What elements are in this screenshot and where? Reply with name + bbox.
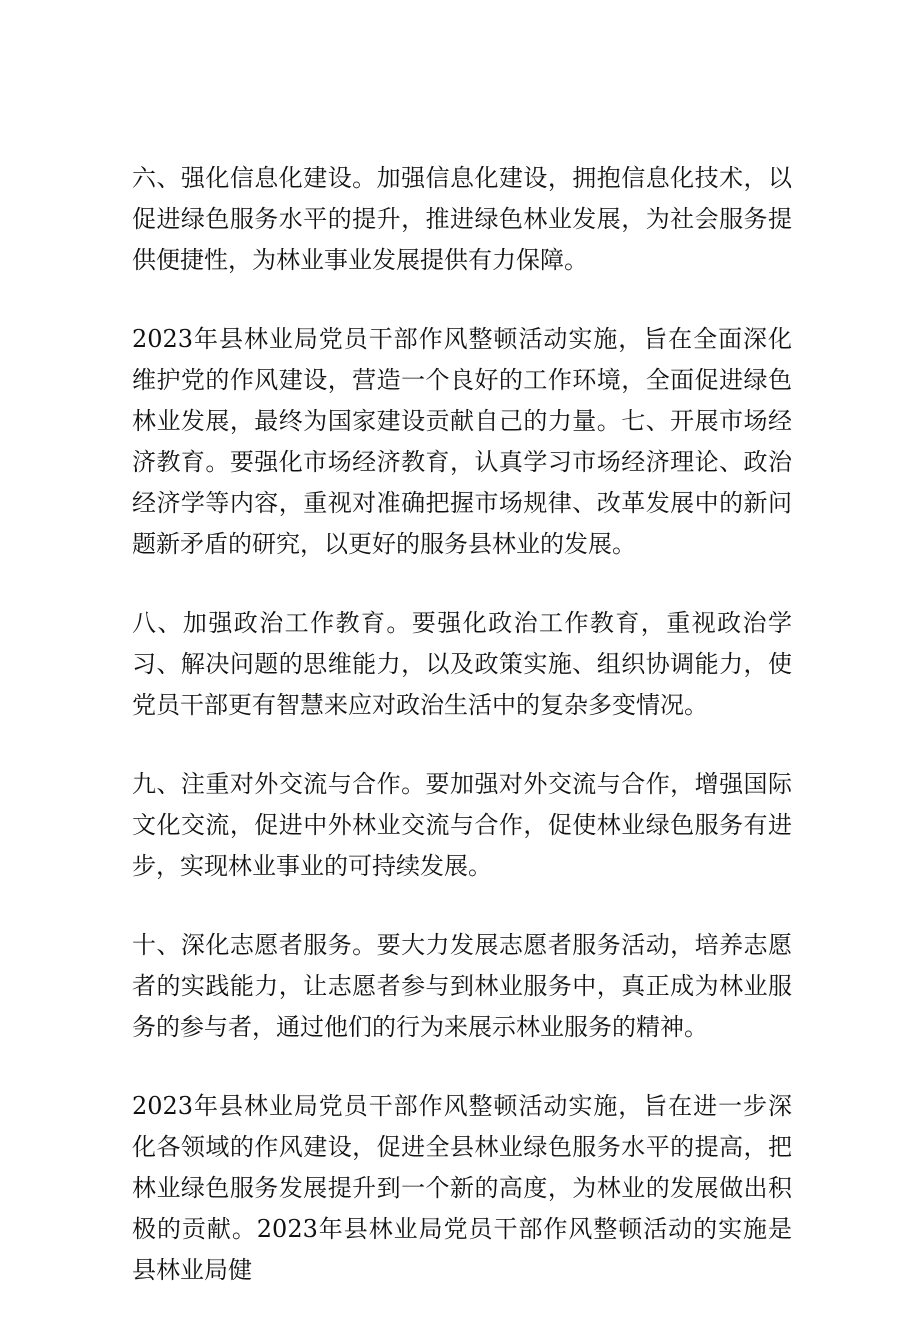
paragraph-informatization: 六、强化信息化建设。加强信息化建设，拥抱信息化技术，以促进绿色服务水平的提升，推进绿色林业发展，为社会服务提供便捷性，为林业事业发展提供有力保障。 [132,164,792,274]
paragraph-campaign-market-education: 2023年县林业局党员干部作风整顿活动实施，旨在全面深化维护党的作风建设，营造一个良好的工作环境，全面促进绿色林业发展，最终为国家建设贡献自己的力量。七、开展市场经济教育。要强化市场经济教育，认真学习市场经济理论、政治经济学等内容，重视对准确把握市场规律、改革发展中的新问题新矛盾的研究，以更好的服务县林业的发展。 [132,325,792,558]
document-body [132,158,792,1329]
paragraph-volunteer-service: 十、深化志愿者服务。要大力发展志愿者服务活动，培养志愿者的实践能力，让志愿者参与到林业服务中，真正成为林业服务的参与者，通过他们的行为来展示林业服务的精神。 [132,931,792,1041]
paragraph-external-exchange: 九、注重对外交流与合作。要加强对外交流与合作，增强国际文化交流，促进中外林业交流与合作，促使林业绿色服务有进步，实现林业事业的可持续发展。 [132,770,792,880]
paragraph-campaign-summary: 2023年县林业局党员干部作风整顿活动实施，旨在进一步深化各领域的作风建设，促进全县林业绿色服务水平的提高，把林业绿色服务发展提升到一个新的高度，为林业的发展做出积极的贡献。2023年县林业局党员干部作风整顿活动的实施是县林业局健 [132,1092,792,1284]
paragraph-political-education: 八、加强政治工作教育。要强化政治工作教育，重视政治学习、解决问题的思维能力，以及政策实施、组织协调能力，使党员干部更有智慧来应对政治生活中的复杂多变情况。 [132,609,792,719]
